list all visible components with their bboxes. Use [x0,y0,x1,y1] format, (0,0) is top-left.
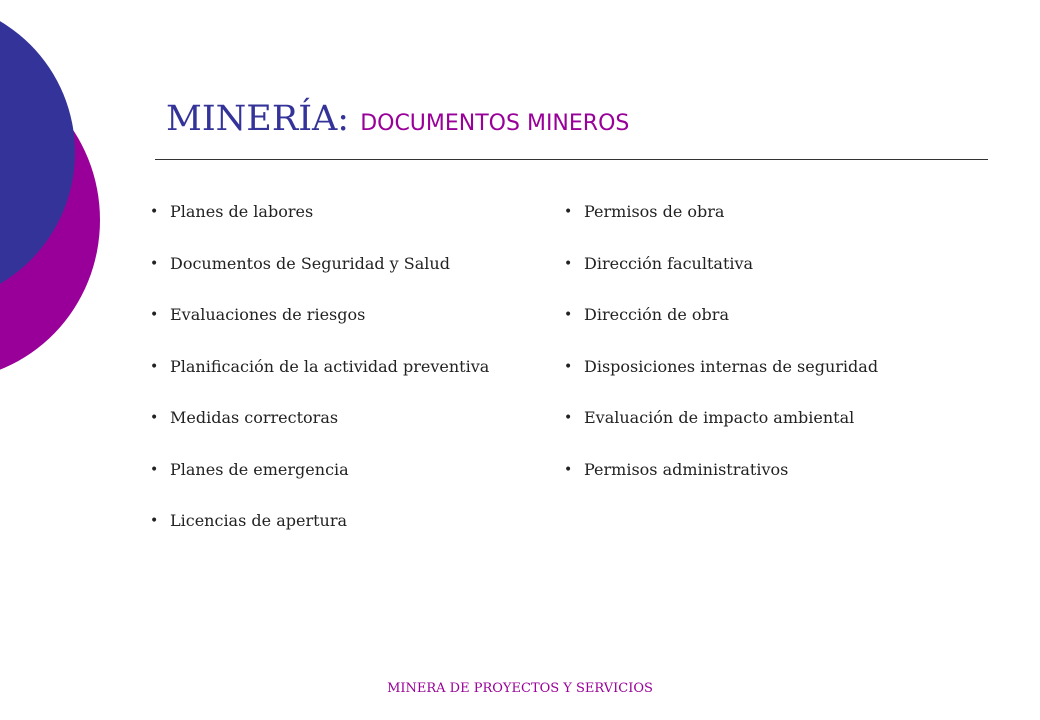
bullet-icon: • [150,461,159,478]
list-item [564,353,878,405]
list-item-text: Evaluación de impacto ambiental [584,408,855,427]
list-item [564,301,878,353]
bullet-icon: • [564,255,573,272]
bullet-icon: • [150,307,159,323]
bullet-icon: • [564,461,573,478]
list-item [564,456,878,508]
bullet-icon: • [564,410,573,426]
bullet-icon: • [150,410,159,426]
left-bullet-list [150,198,489,559]
list-item-text: Dirección facultativa [584,253,754,273]
list-item-text: Permisos administrativos [584,459,789,479]
list-item [150,198,489,250]
list-item-text: Licencias de apertura [170,511,348,530]
list-item-text: Planificación de la actividad preventiva [170,356,490,376]
bullet-icon: • [150,358,159,375]
bullet-icon: • [564,307,573,323]
list-item [564,198,878,250]
list-item-text: Dirección de obra [584,305,729,324]
footer-company-name: MINERA DE PROYECTOS Y SERVICIOS [387,681,653,696]
list-item-text: Planes de labores [170,202,314,221]
list-item [150,250,489,302]
bullet-icon: • [564,358,573,375]
right-bullet-list [564,198,878,507]
bullet-icon: • [150,255,159,272]
list-item [150,507,489,559]
title-main: MINERÍA: [166,99,350,139]
list-item-text: Documentos de Seguridad y Salud [170,253,450,273]
list-item-text: Medidas correctoras [170,408,339,427]
list-item-text: Permisos de obra [584,202,725,221]
bullet-icon: • [564,204,573,220]
list-item [564,250,878,302]
list-item-text: Evaluaciones de riesgos [170,305,366,324]
list-item [564,404,878,456]
list-item-text: Planes de emergencia [170,459,349,479]
slide-title [166,99,630,139]
list-item [150,456,489,508]
bullet-icon: • [150,513,159,529]
title-subtitle: DOCUMENTOS MINEROS [360,111,630,136]
list-item [150,353,489,405]
title-divider [155,159,988,160]
list-item [150,301,489,353]
list-item [150,404,489,456]
bullet-icon: • [150,204,159,220]
list-item-text: Disposiciones internas de seguridad [584,356,879,376]
